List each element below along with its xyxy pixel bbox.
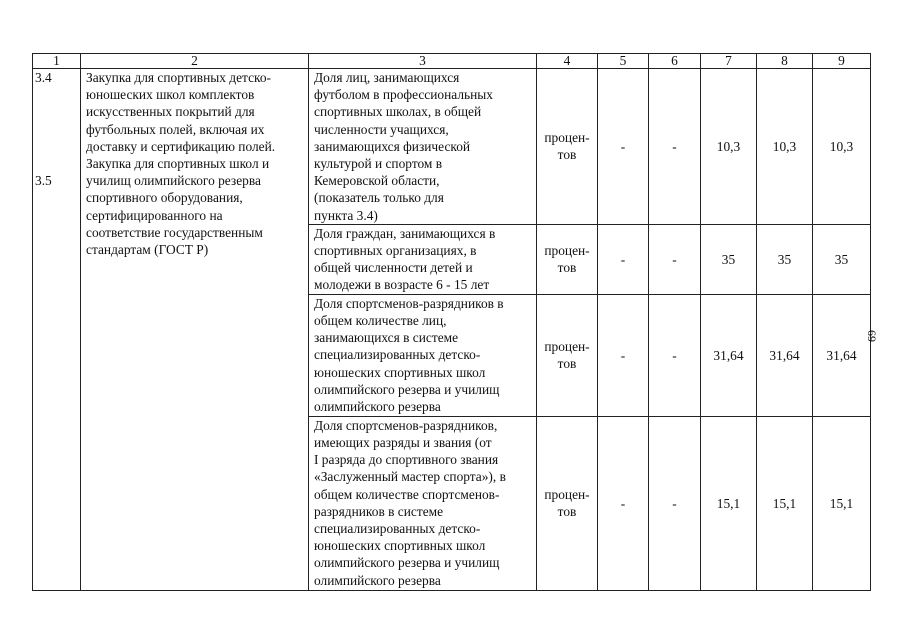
text-line: футбольных полей, включая их xyxy=(86,121,265,137)
text-line: юношеских школ комплектов xyxy=(86,87,255,103)
text-line: занимающихся в системе xyxy=(314,330,459,346)
page-number: 69 xyxy=(865,330,879,342)
text-line: спортивных организациях, в xyxy=(314,243,477,259)
text-line: олимпийского резерва xyxy=(314,572,441,588)
text-line: Закупка для спортивных школ и xyxy=(86,156,270,172)
header-cell: 2 xyxy=(81,54,309,69)
indicator-cell xyxy=(309,224,537,294)
value-cell: 31,64 xyxy=(701,294,757,416)
text-line: тов xyxy=(557,147,577,163)
header-cell: 6 xyxy=(649,54,701,69)
indicator-cell xyxy=(309,69,537,225)
text-line: тов xyxy=(557,504,577,520)
text-line: тов xyxy=(557,356,577,372)
text-line: юношеских спортивных школ xyxy=(314,364,486,380)
text-line: (показатель только для xyxy=(314,190,444,206)
header-row xyxy=(33,54,871,69)
value-cell: 35 xyxy=(757,224,813,294)
text-line: разрядников в системе xyxy=(314,503,444,519)
header-cell: 5 xyxy=(598,54,649,69)
text-line: пункта 3.4) xyxy=(314,207,378,223)
value-cell: 10,3 xyxy=(701,69,757,225)
unit-cell xyxy=(537,69,598,225)
unit-cell xyxy=(537,416,598,590)
text-line: училищ олимпийского резерва xyxy=(86,173,261,189)
text-line: «Заслуженный мастер спорта»), в xyxy=(314,469,506,485)
text-line: олимпийского резерва и училищ xyxy=(314,555,500,571)
text-line: олимпийского резерва xyxy=(314,399,441,415)
item-number-cell xyxy=(33,69,81,591)
text-line: культурой и спортом в xyxy=(314,156,443,172)
text-line: тов xyxy=(557,260,577,276)
text-line: футболом в профессиональных xyxy=(314,87,493,103)
header-cell: 9 xyxy=(813,54,871,69)
text-line: стандартам (ГОСТ Р) xyxy=(86,242,209,258)
text-line: специализированных детско- xyxy=(314,521,481,537)
item-number: 3.5 xyxy=(35,173,52,188)
text-line: соответствие государственным xyxy=(86,224,263,240)
header-cell: 3 xyxy=(309,54,537,69)
text-line: процен- xyxy=(544,243,590,259)
unit-cell xyxy=(537,224,598,294)
header-cell: 4 xyxy=(537,54,598,69)
value-cell: 15,1 xyxy=(813,416,871,590)
text-line: искусственных покрытий для xyxy=(86,104,255,120)
text-line: Закупка для спортивных детско- xyxy=(86,70,271,85)
text-line: сертифицированного на xyxy=(86,207,223,223)
item-number: 3.4 xyxy=(35,70,52,85)
measure-description-cell xyxy=(81,69,309,591)
table-row xyxy=(33,69,871,225)
text-line: Доля лиц, занимающихся xyxy=(314,70,460,85)
value-cell: - xyxy=(598,416,649,590)
text-line: доставку и сертификацию полей. xyxy=(86,138,276,154)
text-line: общей численности детей и xyxy=(314,260,473,276)
text-line: общем количестве спортсменов- xyxy=(314,486,500,502)
text-line: I разряда до спортивного звания xyxy=(314,452,499,468)
value-cell: - xyxy=(649,69,701,225)
text-line: численности учащихся, xyxy=(314,121,449,137)
text-line: процен- xyxy=(544,339,590,355)
value-cell: - xyxy=(649,224,701,294)
text-line: Доля граждан, занимающихся в xyxy=(314,225,496,241)
indicator-cell xyxy=(309,416,537,590)
text-line: олимпийского резерва и училищ xyxy=(314,381,500,397)
indicators-table xyxy=(32,53,871,591)
text-line: Кемеровской области, xyxy=(314,173,440,189)
value-cell: 15,1 xyxy=(757,416,813,590)
text-line: молодежи в возрасте 6 - 15 лет xyxy=(314,277,490,293)
value-cell: 31,64 xyxy=(757,294,813,416)
header-cell: 1 xyxy=(33,54,81,69)
text-line: занимающихся физической xyxy=(314,138,471,154)
header-cell: 7 xyxy=(701,54,757,69)
text-line: спортивного оборудования, xyxy=(86,190,243,206)
value-cell: 31,64 xyxy=(813,294,871,416)
indicator-cell xyxy=(309,294,537,416)
value-cell: 35 xyxy=(701,224,757,294)
text-line: имеющих разряды и звания (от xyxy=(314,435,492,451)
text-line: Доля спортсменов-разрядников в xyxy=(314,295,504,311)
text-line: Доля спортсменов-разрядников, xyxy=(314,417,498,433)
value-cell: - xyxy=(598,69,649,225)
text-line: общем количестве лиц, xyxy=(314,313,447,329)
text-line: специализированных детско- xyxy=(314,347,481,363)
value-cell: 15,1 xyxy=(701,416,757,590)
value-cell: - xyxy=(598,224,649,294)
text-line: юношеских спортивных школ xyxy=(314,538,486,554)
value-cell: 35 xyxy=(813,224,871,294)
unit-cell xyxy=(537,294,598,416)
text-line: процен- xyxy=(544,487,590,503)
value-cell: - xyxy=(598,294,649,416)
text-line: процен- xyxy=(544,130,590,146)
header-cell: 8 xyxy=(757,54,813,69)
value-cell: 10,3 xyxy=(813,69,871,225)
value-cell: - xyxy=(649,416,701,590)
text-line: спортивных школах, в общей xyxy=(314,104,482,120)
value-cell: - xyxy=(649,294,701,416)
value-cell: 10,3 xyxy=(757,69,813,225)
